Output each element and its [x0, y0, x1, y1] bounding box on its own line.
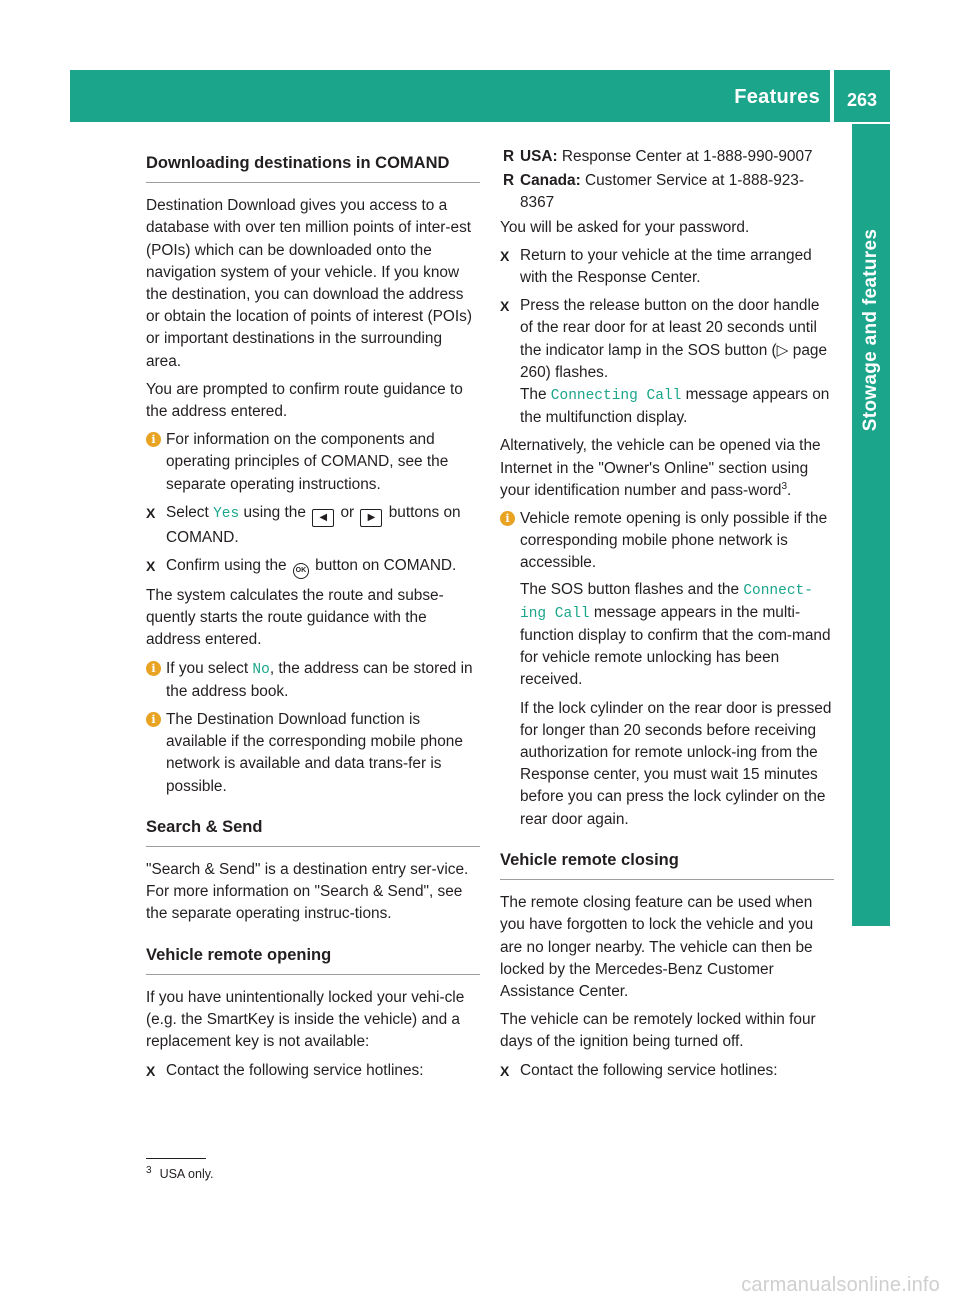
paragraph: Destination Download gives you access to a database with over ten million points of inter-est (POIs) which can be downloaded onto the navigation system of your vehicle. If you know the destination, you can download the address or obtain the location of points of interest (POIs) or important destinations in the surrounding area. — [146, 197, 472, 370]
info-icon: i — [500, 511, 515, 526]
footnote — [146, 1164, 214, 1181]
paragraph: The system calculates the route and subse-quently starts the route guidance with the address entered. — [146, 587, 444, 649]
step-arrow-icon: X — [146, 558, 156, 575]
info-text-part: The SOS button flashes and the — [520, 580, 744, 598]
footnote-number: 3 — [146, 1164, 152, 1176]
step-text: Press the release button on the door handle of the rear door for at least 20 seconds until the indicator lamp in the SOS button ( — [520, 297, 820, 359]
display-text-connecting-call: Connecting Call — [550, 388, 682, 405]
info-note — [146, 658, 480, 703]
info-text: The Destination Download function is available if the corresponding mobile phone network is available and data trans-fer is possible. — [166, 711, 463, 795]
hotline-canada — [500, 170, 834, 214]
section-heading-remote-closing: Vehicle remote closing — [500, 849, 834, 880]
step-text: Return to your vehicle at the time arranged with the Response Center. — [520, 246, 812, 287]
section-heading-downloading: Downloading destinations in COMAND — [146, 152, 480, 183]
bullet-icon: R — [503, 172, 515, 190]
step-text: or — [336, 503, 359, 521]
info-text-part: message appears in the multi-function display to confirm that the com-mand for vehicle remote unlocking has been received. — [520, 603, 831, 689]
page-number: 263 — [846, 90, 878, 110]
step-text: using the — [239, 503, 311, 521]
section-heading-remote-opening: Vehicle remote opening — [146, 944, 480, 975]
step-item — [146, 555, 480, 579]
paragraph-text: Alternatively, the vehicle can be opened via the Internet in the "Owner's Online" section using your identification number and pass-word — [500, 437, 821, 499]
right-arrow-button-icon: ▶ — [360, 509, 382, 527]
step-arrow-icon: X — [500, 298, 510, 315]
info-text: , the address can be stored in the address book. — [166, 659, 473, 700]
step-text: The — [520, 386, 551, 404]
left-column — [146, 146, 480, 1088]
hotline-label: USA: — [520, 148, 558, 165]
step-text: page 260) flashes. — [520, 341, 828, 381]
step-text: buttons on COMAND. — [166, 503, 461, 546]
paragraph: You are prompted to confirm route guidance to the address entered. — [146, 380, 463, 421]
section-heading-search-send: Search & Send — [146, 816, 480, 847]
display-text-connecting-call: Connect-ing Call — [520, 582, 813, 622]
step-text: Select — [166, 503, 214, 521]
footnote-ref: 3 — [781, 480, 788, 492]
left-arrow-button-icon: ◀ — [312, 509, 334, 527]
step-arrow-icon: X — [500, 247, 510, 264]
step-text: Contact the following service hotlines: — [520, 1061, 778, 1079]
info-text: For information on the components and operating principles of COMAND, see the separate operating instructions. — [166, 431, 449, 493]
step-text: Contact the following service hotlines: — [166, 1061, 424, 1079]
hotline-label: Canada: — [520, 172, 581, 190]
step-item — [500, 245, 834, 289]
chapter-title: Features — [734, 86, 820, 108]
info-text: If the lock cylinder on the rear door is pressed for longer than 20 seconds before receiving authorization for remote unlock-ing from the Response center, you must wait 15 minutes before you can press the lock cylinder on the rear door again. — [520, 699, 832, 828]
hotline-text: Customer Service at 1-888-923-8367 — [520, 172, 804, 212]
step-item — [146, 502, 480, 549]
side-tab-marker — [852, 888, 890, 926]
step-text: button on COMAND. — [310, 557, 457, 575]
step-text: message appears on the multifunction display. — [520, 386, 830, 427]
paragraph: You will be asked for your password. — [500, 218, 750, 236]
paragraph: "Search & Send" is a destination entry ser-vice. For more information on "Search & Send", see the separate operating instruc-tions. — [146, 861, 469, 923]
info-text — [520, 579, 834, 692]
paragraph: The vehicle can be remotely locked within four days of the ignition being turned off. — [500, 1011, 816, 1051]
info-note — [146, 429, 480, 496]
hotline-text: Response Center at 1-888-990-9007 — [557, 148, 813, 165]
display-text-yes: Yes — [213, 505, 240, 522]
paragraph-text: . — [787, 481, 792, 499]
header-bar — [70, 70, 830, 122]
info-icon: i — [146, 661, 161, 676]
page-ref-icon: ▷ — [776, 341, 789, 359]
footnote-text: USA only. — [159, 1167, 214, 1181]
right-column — [500, 146, 834, 1088]
step-text: Confirm using the — [166, 557, 291, 575]
watermark: carmanualsonline.info — [741, 1274, 940, 1296]
hotline-usa — [500, 146, 834, 168]
info-text: Vehicle remote opening is only possible if the corresponding mobile phone network is accessible. — [520, 510, 828, 572]
paragraph: The remote closing feature can be used when you have forgotten to lock the vehicle and you are no longer nearby. The vehicle can then be locked by the Mercedes-Benz Customer Assistance Center. — [500, 894, 814, 1000]
footnote-divider — [146, 1158, 206, 1159]
side-tab-label: Stowage and features — [860, 228, 881, 432]
info-icon: i — [146, 712, 161, 727]
paragraph: If you have unintentionally locked your vehi-cle (e.g. the SmartKey is inside the vehicle) and a replacement key is not available: — [146, 988, 465, 1051]
step-arrow-icon: X — [500, 1062, 510, 1079]
paragraph — [500, 435, 834, 502]
info-text: If you select — [166, 659, 253, 677]
step-arrow-icon: X — [146, 1062, 156, 1079]
info-note — [500, 508, 834, 831]
display-text-no: No — [252, 661, 270, 678]
step-item — [146, 1060, 480, 1082]
info-icon: i — [146, 432, 161, 447]
info-note — [146, 709, 480, 798]
bullet-icon: R — [503, 148, 515, 165]
ok-button-icon: OK — [293, 563, 309, 579]
step-item — [500, 1060, 834, 1082]
step-item — [500, 295, 834, 429]
step-arrow-icon: X — [146, 504, 156, 521]
